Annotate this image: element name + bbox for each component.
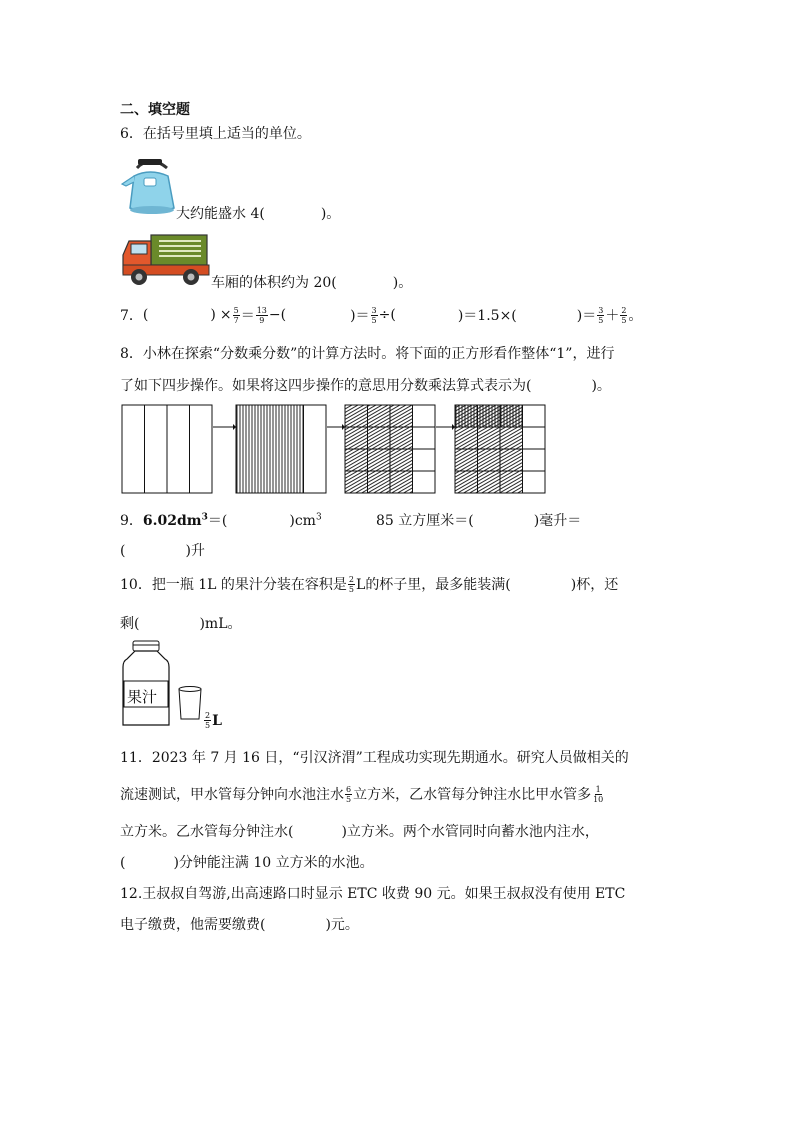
step-2-square xyxy=(236,405,326,493)
q6-kettle-line: 大约能盛水 4( )。 xyxy=(176,206,341,222)
q10-line1: 10．把一瓶 1L 的果汁分装在容积是 $\frac{2}{5}$ L的杯子里，最多能装满( )杯，还 xyxy=(120,574,619,594)
q8-four-step-diagram xyxy=(122,405,546,495)
q7-line: 7． ( ) × $\frac{5}{7}$ ＝ $\frac{13}{9}$ −( )＝ $\frac{3}{5}$ ÷( )＝1.5×( )＝ $\frac{3}{5}$ ＋ $\frac{2}{5}$ 。 xyxy=(120,305,643,325)
q12-line2: 电子缴费，他需要缴费( )元。 xyxy=(120,917,359,933)
q8-line1: 8．小林在探索“分数乘分数”的计算方法时。将下面的正方形看作整体“1”，进行 xyxy=(120,346,615,362)
q6-truck-line: 车厢的体积约为 20( )。 xyxy=(211,275,413,291)
q9-part2: 85 立方厘米＝( )毫升＝ xyxy=(376,513,582,529)
step-4-square xyxy=(455,405,545,493)
q11-line1: 11．2023 年 7 月 16 日，“引汉济渭”工程成功实现先期通水。研究人员做相关的 xyxy=(120,750,629,766)
step-3-square xyxy=(345,405,435,493)
kettle-illustration xyxy=(120,156,180,216)
bottle-label: 果汁 xyxy=(127,688,158,706)
q10-line2: 剩( )mL。 xyxy=(120,616,242,632)
q9-line2: ( )升 xyxy=(120,543,205,559)
step-1-square xyxy=(122,405,212,493)
q8-line2: 了如下四步操作。如果将这四步操作的意思用分数乘法算式表示为( )。 xyxy=(120,378,611,394)
q9-line1: 9．$6.02dm^3=$( )$cm^3$ xyxy=(120,512,322,529)
q11-line3: 立方米。乙水管每分钟注水( )立方米。两个水管同时向蓄水池内注水， xyxy=(120,824,599,840)
q11-line2: 流速测试，甲水管每分钟向水池注水 $\frac{6}{5}$ 立方米，乙水管每分钟注水比甲水管多 $\frac{1}{10}$ xyxy=(120,784,604,804)
truck-illustration xyxy=(121,233,211,289)
section-title: 二、填空题 xyxy=(120,102,190,118)
q11-line4: ( )分钟能注满 10 立方米的水池。 xyxy=(120,855,374,871)
q6-stem: 6．在括号里填上适当的单位。 xyxy=(120,126,311,142)
q12-line1: 12.王叔叔自驾游,出高速路口时显示 ETC 收费 90 元。如果王叔叔没有使用 ETC xyxy=(120,886,626,902)
cup-capacity-label: $\frac{2}{5}$ L xyxy=(205,711,222,730)
